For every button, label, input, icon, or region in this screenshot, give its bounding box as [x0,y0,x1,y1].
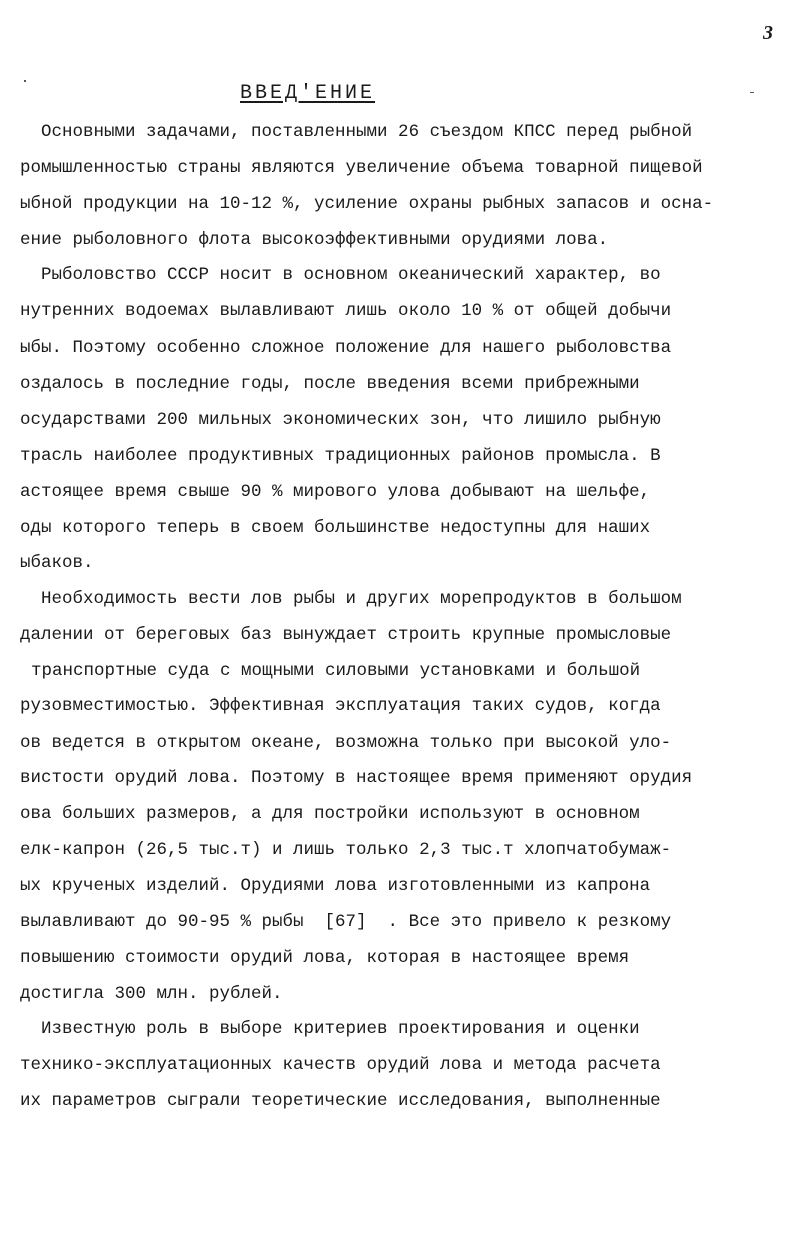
text-line: елк-капрон (26,5 тыс.т) и лишь только 2,3 тыс.т хлопчатобумаж- [20,840,672,860]
text-line: ромышленностью страны являются увеличение объема товарной пищевой [20,158,703,178]
text-line: вылавливают до 90-95 % рыбы [67] . Все это привело к резкому [20,912,672,932]
text-line: трасль наиболее продуктивных традиционных районов промысла. В [20,446,661,466]
text-line: технико-эксплуатационных качеств орудий лова и метода расчета [20,1055,661,1075]
text-line: их параметров сыграли теоретические исследования, выполненные [20,1091,661,1111]
text-line: Основными задачами, поставленными 26 съездом КПСС перед рыбной [20,122,693,142]
text-line: транспортные суда с мощными силовыми установками и большой [10,661,641,681]
page-title: ВВЕД'ЕНИЕ [240,82,376,105]
scan-speck [750,92,754,93]
text-line: ов ведется в открытом океане, возможна только при высокой уло- [20,733,672,753]
text-line: ова больших размеров, а для постройки используют в основном [20,804,640,824]
text-line: астоящее время свыше 90 % мирового улова добывают на шельфе, [20,482,651,502]
text-line: ых крученых изделий. Орудиями лова изготовленными из капрона [20,876,651,896]
text-line: нутренних водоемах вылавливают лишь около 10 % от общей добычи [20,301,672,321]
text-line: Необходимость вести лов рыбы и других морепродуктов в большом [20,589,682,609]
text-line: вистости орудий лова. Поэтому в настоящее время применяют орудия [20,768,693,788]
scan-speck [24,80,26,82]
text-line: Рыболовство СССР носит в основном океанический характер, во [20,265,661,285]
text-line: Известную роль в выборе критериев проектирования и оценки [20,1019,640,1039]
text-line: ыбы. Поэтому особенно сложное положение для нашего рыболовства [20,338,672,358]
text-line: ыбаков. [20,553,94,573]
text-line: повышению стоимости орудий лова, которая в настоящее время [20,948,630,968]
page-number: 3 [763,22,773,44]
text-line: достигла 300 млн. рублей. [20,984,283,1004]
text-line: рузовместимостью. Эффективная эксплуатация таких судов, когда [20,696,661,716]
text-line: далении от береговых баз вынуждает строить крупные промысловые [20,625,672,645]
text-line: оды которого теперь в своем большинстве недоступны для наших [20,518,651,538]
text-line: ыбной продукции на 10-12 %, усиление охраны рыбных запасов и осна- [20,194,714,214]
text-line: осударствами 200 мильных экономических зон, что лишило рыбную [20,410,661,430]
text-line: оздалось в последние годы, после введения всеми прибрежными [20,374,640,394]
text-line: ение рыболовного флота высокоэффективными орудиями лова. [20,230,609,250]
